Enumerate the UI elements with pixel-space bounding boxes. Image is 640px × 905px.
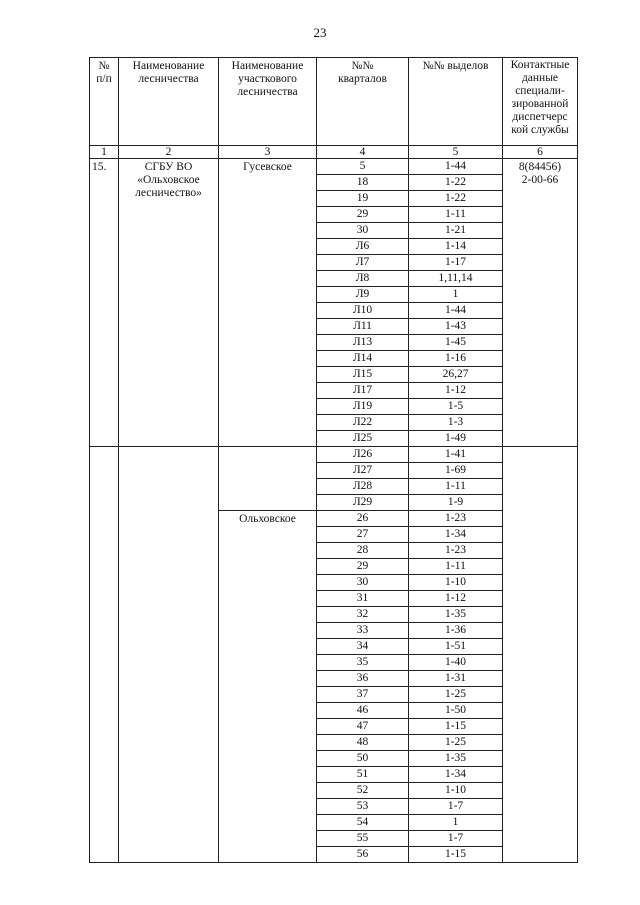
quarter-cell: Л10 <box>317 303 409 319</box>
contact-cell <box>503 159 578 447</box>
header-sub-forestry <box>219 58 317 146</box>
sub-forestry-name: Гусевское <box>219 159 317 447</box>
allotment-cell: 1-50 <box>409 703 503 719</box>
allotment-cell: 1-21 <box>409 223 503 239</box>
allotment-cell: 1-10 <box>409 575 503 591</box>
allotment-cell: 1-44 <box>409 303 503 319</box>
quarter-cell: Л13 <box>317 335 409 351</box>
sub-forestry-name: Ольховское <box>219 511 317 863</box>
quarter-cell: 55 <box>317 831 409 847</box>
quarter-cell: Л15 <box>317 367 409 383</box>
header-quarters <box>317 58 409 146</box>
allotment-cell: 1-10 <box>409 783 503 799</box>
quarter-cell: 30 <box>317 223 409 239</box>
quarter-cell: Л19 <box>317 399 409 415</box>
column-number: 1 <box>90 146 119 159</box>
table-row <box>90 447 578 463</box>
row-number: 15. <box>90 159 119 447</box>
quarter-cell: Л17 <box>317 383 409 399</box>
quarter-cell: 36 <box>317 671 409 687</box>
allotment-cell: 1 <box>409 287 503 303</box>
header-line: Наименование <box>231 60 304 72</box>
header-allotments <box>409 58 503 146</box>
quarter-cell: Л27 <box>317 463 409 479</box>
quarter-cell: 48 <box>317 735 409 751</box>
contact-empty <box>503 447 578 863</box>
allotment-cell: 1-25 <box>409 687 503 703</box>
allotment-cell: 1,11,14 <box>409 271 503 287</box>
header-num <box>90 58 119 146</box>
quarter-cell: Л8 <box>317 271 409 287</box>
quarter-cell: 27 <box>317 527 409 543</box>
allotment-cell: 1-69 <box>409 463 503 479</box>
quarter-cell: 37 <box>317 687 409 703</box>
allotment-cell: 1 <box>409 815 503 831</box>
quarter-cell: 5 <box>317 159 409 175</box>
header-line: Наименование <box>132 60 205 72</box>
allotment-cell: 1-35 <box>409 751 503 767</box>
allotment-cell: 1-22 <box>409 191 503 207</box>
forestry-table <box>89 57 578 863</box>
quarter-cell: 33 <box>317 623 409 639</box>
quarter-cell: 29 <box>317 559 409 575</box>
cell-line: СГБУ ВО <box>144 161 193 173</box>
header-contacts <box>503 58 578 146</box>
header-line: специали- <box>515 85 565 97</box>
quarter-cell: Л29 <box>317 495 409 511</box>
allotment-cell: 1-12 <box>409 591 503 607</box>
header-line: п/п <box>96 73 112 85</box>
cell-line: 2-00-66 <box>521 174 559 186</box>
column-number-row <box>90 146 578 159</box>
quarter-cell: Л26 <box>317 447 409 463</box>
quarter-cell: 35 <box>317 655 409 671</box>
quarter-cell: 34 <box>317 639 409 655</box>
allotment-cell: 1-15 <box>409 719 503 735</box>
allotment-cell: 1-22 <box>409 175 503 191</box>
quarter-cell: Л14 <box>317 351 409 367</box>
quarter-cell: 28 <box>317 543 409 559</box>
allotment-cell: 1-36 <box>409 623 503 639</box>
quarter-cell: 29 <box>317 207 409 223</box>
allotment-cell: 1-45 <box>409 335 503 351</box>
allotment-cell: 1-49 <box>409 431 503 447</box>
allotment-cell: 1-7 <box>409 831 503 847</box>
allotment-cell: 1-51 <box>409 639 503 655</box>
sub-forestry-empty <box>219 447 317 511</box>
allotment-cell: 1-40 <box>409 655 503 671</box>
header-line: Контактные <box>510 59 570 71</box>
header-line: №№ выделов <box>422 60 489 72</box>
cell-line: «Ольховское <box>137 174 200 186</box>
header-row <box>90 58 578 146</box>
quarter-cell: Л11 <box>317 319 409 335</box>
allotment-cell: 1-34 <box>409 527 503 543</box>
column-number: 4 <box>317 146 409 159</box>
header-forestry <box>119 58 219 146</box>
allotment-cell: 1-14 <box>409 239 503 255</box>
allotment-cell: 1-11 <box>409 479 503 495</box>
forestry-name-empty <box>119 447 219 863</box>
allotment-cell: 1-5 <box>409 399 503 415</box>
allotment-cell: 1-11 <box>409 559 503 575</box>
allotment-cell: 1-23 <box>409 543 503 559</box>
quarter-cell: 19 <box>317 191 409 207</box>
column-number: 3 <box>219 146 317 159</box>
quarter-cell: 30 <box>317 575 409 591</box>
allotment-cell: 1-31 <box>409 671 503 687</box>
header-line: диспетчерс <box>512 111 568 123</box>
allotment-cell: 1-23 <box>409 511 503 527</box>
quarter-cell: Л6 <box>317 239 409 255</box>
quarter-cell: Л9 <box>317 287 409 303</box>
allotment-cell: 1-11 <box>409 207 503 223</box>
allotment-cell: 1-3 <box>409 415 503 431</box>
quarter-cell: 54 <box>317 815 409 831</box>
allotment-cell: 1-16 <box>409 351 503 367</box>
header-line: №№ <box>351 60 374 72</box>
allotment-cell: 1-44 <box>409 159 503 175</box>
quarter-cell: Л25 <box>317 431 409 447</box>
allotment-cell: 1-35 <box>409 607 503 623</box>
quarter-cell: 26 <box>317 511 409 527</box>
quarter-cell: 46 <box>317 703 409 719</box>
header-line: участкового <box>238 73 297 85</box>
header-line: № <box>98 60 110 72</box>
quarter-cell: 50 <box>317 751 409 767</box>
quarter-cell: 18 <box>317 175 409 191</box>
cell-line: лесничество» <box>135 187 202 199</box>
header-line: данные <box>521 72 559 84</box>
quarter-cell: 32 <box>317 607 409 623</box>
quarter-cell: 52 <box>317 783 409 799</box>
quarter-cell: Л22 <box>317 415 409 431</box>
allotment-cell: 1-15 <box>409 847 503 863</box>
cell-line: 8(84456) <box>518 161 562 173</box>
row-number-empty <box>90 447 119 863</box>
column-number: 6 <box>503 146 578 159</box>
allotment-cell: 1-7 <box>409 799 503 815</box>
column-number: 5 <box>409 146 503 159</box>
quarter-cell: Л28 <box>317 479 409 495</box>
allotment-cell: 1-12 <box>409 383 503 399</box>
allotment-cell: 1-9 <box>409 495 503 511</box>
allotment-cell: 1-43 <box>409 319 503 335</box>
header-line: лесничества <box>237 86 298 98</box>
header-line: лесничества <box>138 73 199 85</box>
header-line: зированной <box>511 98 569 110</box>
allotment-cell: 1-25 <box>409 735 503 751</box>
header-line: кой службы <box>511 124 569 136</box>
allotment-cell: 1-34 <box>409 767 503 783</box>
quarter-cell: 47 <box>317 719 409 735</box>
header-line: кварталов <box>338 73 387 85</box>
table-row <box>90 159 578 175</box>
quarter-cell: Л7 <box>317 255 409 271</box>
quarter-cell: 53 <box>317 799 409 815</box>
allotment-cell: 1-41 <box>409 447 503 463</box>
page-number: 23 <box>313 25 327 40</box>
quarter-cell: 56 <box>317 847 409 863</box>
allotment-cell: 26,27 <box>409 367 503 383</box>
forestry-name <box>119 159 219 447</box>
quarter-cell: 51 <box>317 767 409 783</box>
column-number: 2 <box>119 146 219 159</box>
allotment-cell: 1-17 <box>409 255 503 271</box>
quarter-cell: 31 <box>317 591 409 607</box>
